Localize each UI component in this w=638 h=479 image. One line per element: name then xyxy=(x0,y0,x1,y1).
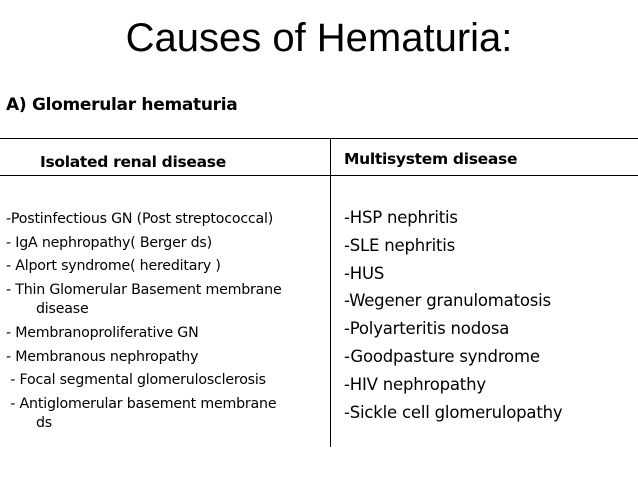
table-top-divider xyxy=(0,138,638,139)
list-item-text: - Thin Glomerular Basement membrane xyxy=(6,281,282,298)
list-item-text: - Antiglomerular basement membrane xyxy=(6,395,277,412)
list-item: -HUS xyxy=(344,263,385,283)
list-item: -SLE nephritis xyxy=(344,235,456,255)
list-item xyxy=(6,393,330,434)
list-item xyxy=(6,208,330,232)
right-column-header: Multisystem disease xyxy=(344,150,518,168)
list-item: -Sickle cell glomerulopathy xyxy=(344,402,563,422)
isolated-renal-disease-list xyxy=(6,208,330,436)
slide-title: Causes of Hematuria: xyxy=(125,16,513,60)
table-header-divider xyxy=(0,175,638,176)
list-item-text: -Postinfectious GN (Post streptococcal) xyxy=(6,211,274,227)
list-item: -Wegener granulomatosis xyxy=(344,291,551,311)
list-item xyxy=(6,346,330,370)
list-item xyxy=(6,369,330,393)
list-item xyxy=(6,232,330,256)
list-item: -Goodpasture syndrome xyxy=(344,346,540,366)
list-item-text: - Alport syndrome( hereditary ) xyxy=(6,258,221,274)
multisystem-disease-list xyxy=(344,204,634,426)
list-item-text: - Membranous nephropathy xyxy=(6,348,199,365)
section-heading: A) Glomerular hematuria xyxy=(6,95,238,115)
list-item xyxy=(6,279,330,320)
list-item xyxy=(6,255,330,279)
list-item-continuation: disease xyxy=(36,301,89,317)
list-item-text: - IgA nephropathy( Berger ds) xyxy=(6,234,212,251)
list-item: -HSP nephritis xyxy=(344,208,458,227)
list-item: -HIV nephropathy xyxy=(344,374,486,394)
list-item: -Polyarteritis nodosa xyxy=(344,319,510,339)
list-item xyxy=(6,322,330,346)
table-column-divider xyxy=(330,138,331,447)
list-item-continuation: ds xyxy=(36,415,52,431)
list-item-text: - Focal segmental glomerulosclerosis xyxy=(6,372,266,388)
left-column-header: Isolated renal disease xyxy=(40,153,226,171)
list-item-text: - Membranoproliferative GN xyxy=(6,325,199,341)
